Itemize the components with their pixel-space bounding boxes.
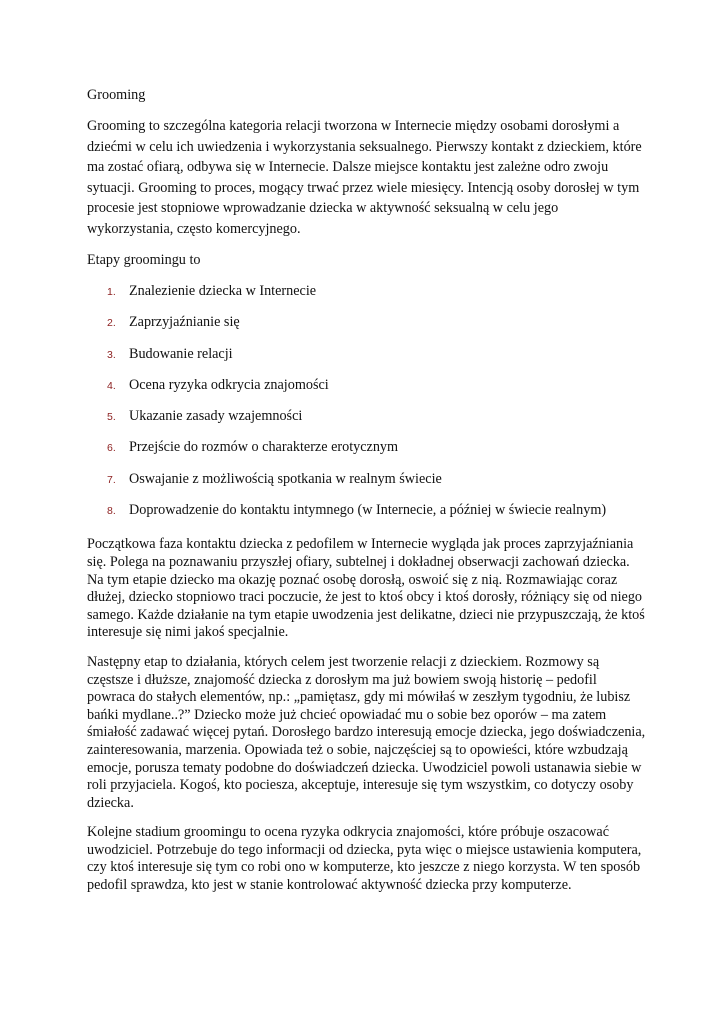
list-number: 4. xyxy=(107,379,116,392)
list-number: 8. xyxy=(107,505,116,518)
list-number: 5. xyxy=(107,411,116,424)
list-number: 7. xyxy=(107,473,116,486)
list-item-text: Zaprzyjaźnianie się xyxy=(129,314,240,331)
list-item-text: Oswajanie z możliwością spotkania w realnym świecie xyxy=(129,470,442,487)
list-item-text: Doprowadzenie do kontaktu intymnego (w Internecie, a później w świecie realnym) xyxy=(129,502,607,519)
list-item xyxy=(87,343,647,374)
list-item xyxy=(87,468,647,499)
intro-paragraph: Grooming to szczególna kategoria relacji tworzona w Internecie między osobami dorosłymi a dziećmi w celu ich uwiedzenia i wykorzystania seksualnego. Pierwszy kontakt z dzieckiem, które ma zostać ofiarą, odbywa się w Internecie. Dalsze miejsce kontaktu jest zależne odro zwoju sytuacji. Grooming to proces, mogący trwać przez wiele miesięcy. Intencją osoby dorosłej w tym procesie jest stopniowe wprowadzanie dziecka w aktywność seksualną w celu jego wykorzystania, często komercyjnego. xyxy=(87,118,642,237)
list-item-text: Znalezienie dziecka w Internecie xyxy=(129,283,317,299)
list-item-text: Budowanie relacji xyxy=(129,345,233,362)
list-item xyxy=(87,499,647,530)
list-item xyxy=(87,280,647,311)
list-number: 1. xyxy=(107,286,116,298)
body-paragraph: Następny etap to działania, których celem jest tworzenie relacji z dzieckiem. Rozmowy są częstsze i dłuższe, znajomość dziecka z dorosłym ma już bowiem swoją historię – pedofil powraca do stałych elementów, np.: „pamiętasz, gdy mi mówiłaś w zeszłym tygodniu, że lubisz bańki mydlane..?” Dziecko może już chcieć opowiadać mu o sobie bez oporów – ma zatem śmiałość zadawać więcej pytań. Dorosłego bardzo interesują emocje dziecka, jego doświadczenia, zainteresowania, marzenia. Opowiada też o sobie, najczęściej są to opowieści, które wzbudzają emocje, porusza tematy podobne do doświadczeń dziecka. Uwodziciel powoli ustanawia siebie w roli przyjaciela. Kogoś, kto pociesza, akceptuje, interesuje się tym wszystkim, co dotyczy osoby dziecka. xyxy=(87,653,646,811)
document-title: Grooming xyxy=(87,87,146,103)
steps-intro: Etapy groomingu to xyxy=(87,252,201,268)
list-number: 3. xyxy=(107,348,116,361)
body-paragraph: Kolejne stadium groomingu to ocena ryzyka odkrycia znajomości, które próbuje oszacować uwodziciel. Potrzebuje do tego informacji od dziecka, pyta więc o miejsce ustawienia komputera, czy ktoś interesuje się tym co robi ono w komputerze, kto jeszcze z niego korzysta. W ten sposób pedofil sprawdza, kto jest w stanie kontrolować aktywność dziecka przy komputerze. xyxy=(87,824,642,894)
list-item xyxy=(87,374,647,405)
steps-list xyxy=(87,280,647,530)
body-paragraph: Początkowa faza kontaktu dziecka z pedofilem w Internecie wygląda jak proces zaprzyjaźniania się. Polega na poznawaniu przyszłej ofiary, subtelnej i dokładnej obserwacji zachowań dziecka. Na tym etapie dziecko ma okazję poznać osobę dorosłą, oswoić się z nią. Rozmawiając coraz dłużej, dziecko stopniowo traci poczucie, że jest to ktoś obcy i ktoś dorosły, różniący się od niego samego. Każde działanie na tym etapie uwodzenia jest delikatne, dzieci nie przypuszczają, że ktoś interesuje się nimi jakoś specjalnie. xyxy=(87,536,645,641)
list-item xyxy=(87,405,647,436)
list-number: 2. xyxy=(107,317,116,330)
list-item-text: Ocena ryzyka odkrycia znajomości xyxy=(129,376,329,393)
list-number: 6. xyxy=(107,442,116,455)
list-item xyxy=(87,311,647,342)
list-item xyxy=(87,436,647,467)
list-item-text: Przejście do rozmów o charakterze erotycznym xyxy=(129,439,399,456)
document-page xyxy=(87,84,647,895)
list-item-text: Ukazanie zasady wzajemności xyxy=(129,408,303,425)
